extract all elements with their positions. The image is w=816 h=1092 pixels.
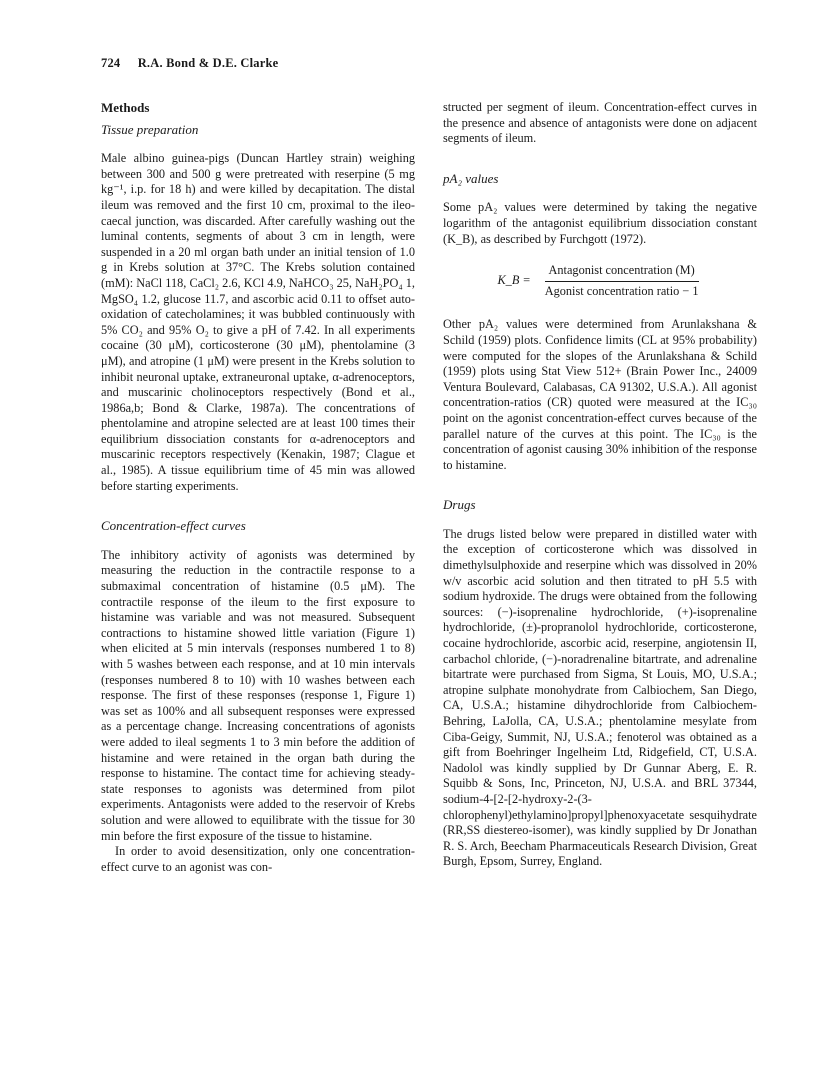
left-column — [101, 100, 415, 875]
methods-heading: Methods — [101, 100, 150, 115]
running-authors: R.A. Bond & D.E. Clarke — [137, 56, 279, 70]
drugs-heading: Drugs — [443, 497, 476, 513]
pa2-heading: pA₂ values — [443, 170, 499, 186]
continued-paragraph: structed per segment of ileum. Concentration-effect curves in the presence and absence of antagonists were done on adjacent segments of ileum. — [443, 100, 757, 146]
pa2-paragraph-2: Other pA₂ values were determined from Arunlakshana & Schild (1959) plots. Confidence limits (CL at 95% probability) were computed for the slopes of the Arunlakshana & Schild (1959) plots using Stat View 512+ (Brain Power Inc., 24009 Ventura Boulevard, Calabasas, CA 91302, U.S.A.). All agonist concentration-ratios (CR) quoted were measured at the IC₃₀ point on the agonist concentration-effect curves because of the parallel nature of the curves at this point. The IC₃₀ is the concentration of agonist causing 30% inhibition of the response to histamine. — [443, 317, 757, 472]
tissue-preparation-heading: Tissue preparation — [101, 121, 199, 137]
desensitization-paragraph: In order to avoid desensitization, only one concentration-effect curve to an agonist was con- — [101, 844, 415, 874]
equation-denominator: Agonist concentration ratio − 1 — [544, 283, 699, 298]
concentration-effect-heading: Concentration-effect curves — [101, 518, 246, 534]
page-number: 724 — [101, 56, 121, 70]
equation-fraction — [541, 263, 703, 299]
equation-numerator: Antagonist concentration (M) — [545, 263, 699, 282]
equation-lhs: K_B = — [497, 273, 531, 288]
pa2-paragraph-1: Some pA₂ values were determined by taking the negative logarithm of the antagonist equilibrium dissociation constant (K_B), as described by Furchgott (1972). — [443, 200, 757, 246]
running-head — [101, 56, 278, 71]
right-column — [443, 100, 757, 870]
drugs-paragraph: The drugs listed below were prepared in distilled water with the exception of corticosterone which was dissolved in dimethylsulphoxide and reserpine which was dissolved in 20% w/v ascorbic acid solution and then titrated to pH 5.5 with sodium hydroxide. The drugs were obtained from the following sources: (−)-isoprenaline hydrochloride, (+)-isoprenaline hydrochloride, (±)-propranolol hydrochloride, corticosterone, cocaine hydrochloride, ascorbic acid, reserpine, angiotensin II, carbachol chloride, (−)-noradrenaline bitartrate, and adrenaline bitartrate were purchased from Sigma, St Louis, MO, U.S.A.; atropine sulphate monohydrate from Calbiochem, San Diego, CA, U.S.A.; histamine dihydrochloride from Calbiochem-Behring, LaJolla, CA, U.S.A.; phentolamine mesylate from Ciba-Geigy, Summit, NJ, U.S.A.; fenoterol was obtained as a gift from Boehringer Ingelheim Ltd, Ridgefield, CT, U.S.A. Nadolol was kindly supplied by Dr Gunnar Aberg, E. R. Squibb & Sons, Inc, Princeton, NJ, U.S.A. and BRL 37344, sodium-4-[2-[2-hydroxy-2-(3-chlorophenyl)ethylamino]propyl]phenoxyacetate sesquihydrate (RR,SS diestereo-isomer), was kindly supplied by Dr Jonathan R. S. Arch, Beecham Pharmaceuticals Research Division, Great Burgh, Epsom, Surrey, England. — [443, 526, 757, 869]
kb-equation — [443, 263, 757, 299]
concentration-effect-paragraph: The inhibitory activity of agonists was determined by measuring the reduction in the contractile response to a submaximal concentration of histamine (0.5 μM). The contractile response of the ileum to the first exposure to histamine was variable and was not measured. Subsequent contractions to histamine showed little variation (Figure 1) when elicited at 5 min intervals (responses numbered 1 to 8) with 5 washes between each response, and at 10 min intervals (responses numbered 8 to 10) with 10 washes between each response. The first of these responses (response 1, Figure 1) was set as 100% and all subsequent responses were expressed as a percentage change. Increasing concentrations of agonists were added to ileal segments 1 to 3 min before the addition of histamine and were retained in the organ bath during the response to histamine. The contact time for achieving steady-state responses to agonists was determined from pilot experiments. Antagonists were added to the reservoir of Krebs solution and were allowed to equilibrate with the tissue for 30 min before the first exposure of the tissue to histamine. — [101, 547, 415, 843]
tissue-preparation-paragraph: Male albino guinea-pigs (Duncan Hartley strain) weighing between 300 and 500 g were pretreated with reserpine (5 mg kg⁻¹, i.p. for 18 h) and were killed by decapitation. The distal ileum was removed and the first 10 cm, proximal to the ileo-caecal junction, was discarded. After carefully washing out the luminal contents, segments of about 3 cm in length, were suspended in a 20 ml organ bath under an initial tension of 1.0 g in Krebs solution at 37°C. The Krebs solution contained (mM): NaCl 118, CaCl₂ 2.6, KCl 4.9, NaHCO₃ 25, NaH₂PO₄ 1, MgSO₄ 1.2, glucose 11.7, and ascorbic acid 0.11 to offset auto-oxidation of catecholamines; it was bubbled continuously with 5% CO₂ and 95% O₂ to give a pH of 7.42. In all experiments cocaine (30 μM), corticosterone (30 μM), phentolamine (3 μM), and atropine (1 μM) were present in the Krebs solution to inhibit neuronal uptake, extraneuronal uptake, α-adrenoceptors, and muscarinic cholinoceptors respectively (Bond et al., 1986a,b; Bond & Clarke, 1987a). The concentrations of phentolamine and atropine selected are at least 100 times their equilibrium dissociation constants for α-adrenoceptors and muscarinic receptors respectively (Kenakin, 1987; Clague et al., 1985). A tissue equilibrium time of 45 min was allowed before starting experiments. — [101, 151, 415, 493]
